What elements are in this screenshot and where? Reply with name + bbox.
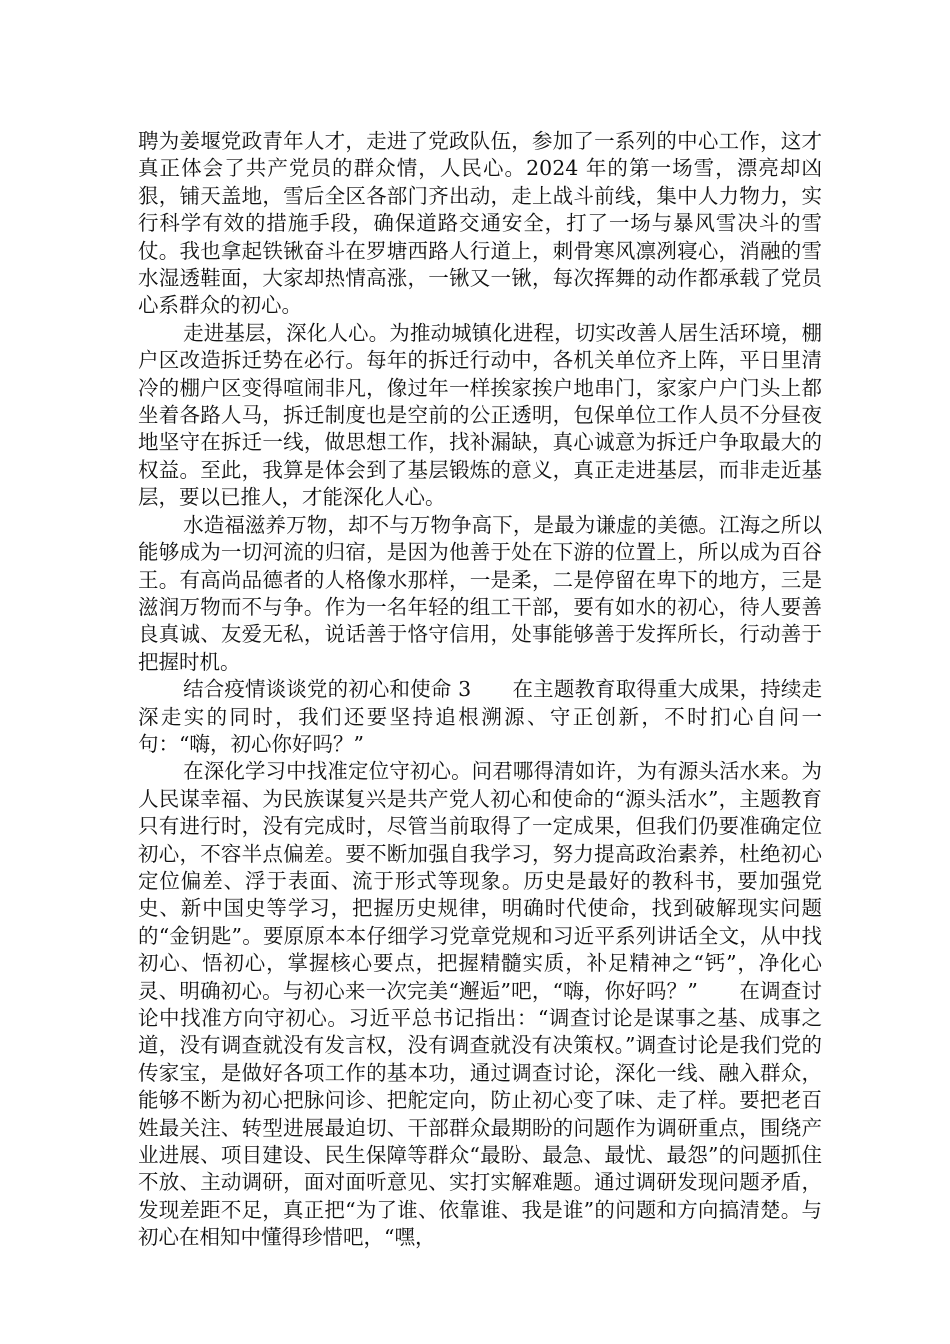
paragraph-1: 聘为姜堰党政青年人才，走进了党政队伍，参加了一系列的中心工作，这才真正体会了共产党员的群众情，人民心。2024 年的第一场雪，漂亮却凶狠，铺天盖地，雪后全区各部门齐出动，走上战斗前线，集中人力物力，实行科学有效的措施手段，确保道路交通安全，打了一场与暴风雪决斗的雪仗。我也拿起铁锹奋斗在罗塘西路人行道上，刺骨寒风凛冽寝心，消融的雪水湿透鞋面，大家却热情高涨，一锹又一锹，每次挥舞的动作都承载了党员心系群众的初心。 <box>138 129 822 318</box>
paragraph-5: 在深化学习中找准定位守初心。问君哪得清如许，为有源头活水来。为人民谋幸福、为民族谋复兴是共产党人初心和使命的“源头活水”，主题教育只有进行时，没有完成时，尽管当前取得了一定成果，但我们仍要准确定位初心，不容半点偏差。要不断加强自我学习，努力提高政治素养，杜绝初心定位偏差、浮于表面、流于形式等现象。历史是最好的教科书，要加强党史、新中国史等学习，把握历史规律，明确时代使命，找到破解现实问题的“金钥匙”。要原原本本仔细学习党章党规和习近平系列讲话全文，从中找初心、悟初心，掌握核心要点，把握精髓实质，补足精神之“钙”，净化心灵、明确初心。与初心来一次完美“邂逅”吧，“嗨，你好吗？” 在调查讨论中找准方向守初心。习近平总书记指出：“调查讨论是谋事之基、成事之道，没有调查就没有发言权，没有调查就没有决策权。”调查讨论是我们党的传家宝，是做好各项工作的基本功，通过调查讨论，深化一线、融入群众，能够不断为初心把脉问诊、把舵定向，防止初心变了味、走了样。要把老百姓最关注、转型进展最迫切、干部群众最期盼的问题作为调研重点，围绕产业进展、项目建设、民生保障等群众“最盼、最急、最忧、最怨”的问题抓住不放、主动调研，面对面听意见、实打实解难题。通过调研发现问题矛盾，发现差距不足，真正把“为了谁、依靠谁、我是谁”的问题和方向搞清楚。与初心在相知中懂得珍惜吧，“嘿， <box>138 759 822 1250</box>
paragraph-2: 走进基层，深化人心。为推动城镇化进程，切实改善人居生活环境，棚户区改造拆迁势在必行。每年的拆迁行动中，各机关单位齐上阵，平日里清冷的棚户区变得喧闹非凡，像过年一样挨家挨户地串门，家家户户门头上都坐着各路人马，拆迁制度也是空前的公正透明，包保单位工作人员不分昼夜地坚守在拆迁一线，做思想工作，找补漏缺，真心诚意为拆迁户争取最大的权益。至此，我算是体会到了基层锻炼的意义，真正走进基层，而非走近基层，要以已推人，才能深化人心。 <box>138 320 822 510</box>
document-body <box>138 128 822 1252</box>
paragraph-4: 结合疫情谈谈党的初心和使命 3 在主题教育取得重大成果，持续走深走实的同时，我们还要坚持追根溯源、守正创新，不时扪心自问一句：“嗨，初心你好吗？” <box>138 677 822 756</box>
paragraph-3: 水造福滋养万物，却不与万物争高下，是最为谦虚的美德。江海之所以能够成为一切河流的归宿，是因为他善于处在下游的位置上，所以成为百谷王。有高尚品德者的人格像水那样，一是柔，二是停留在卑下的地方，三是滋润万物而不与争。作为一名年轻的组工干部，要有如水的初心，待人要善良真诚、友爱无私，说话善于恪守信用，处事能够善于发挥所长，行动善于把握时机。 <box>138 512 822 674</box>
